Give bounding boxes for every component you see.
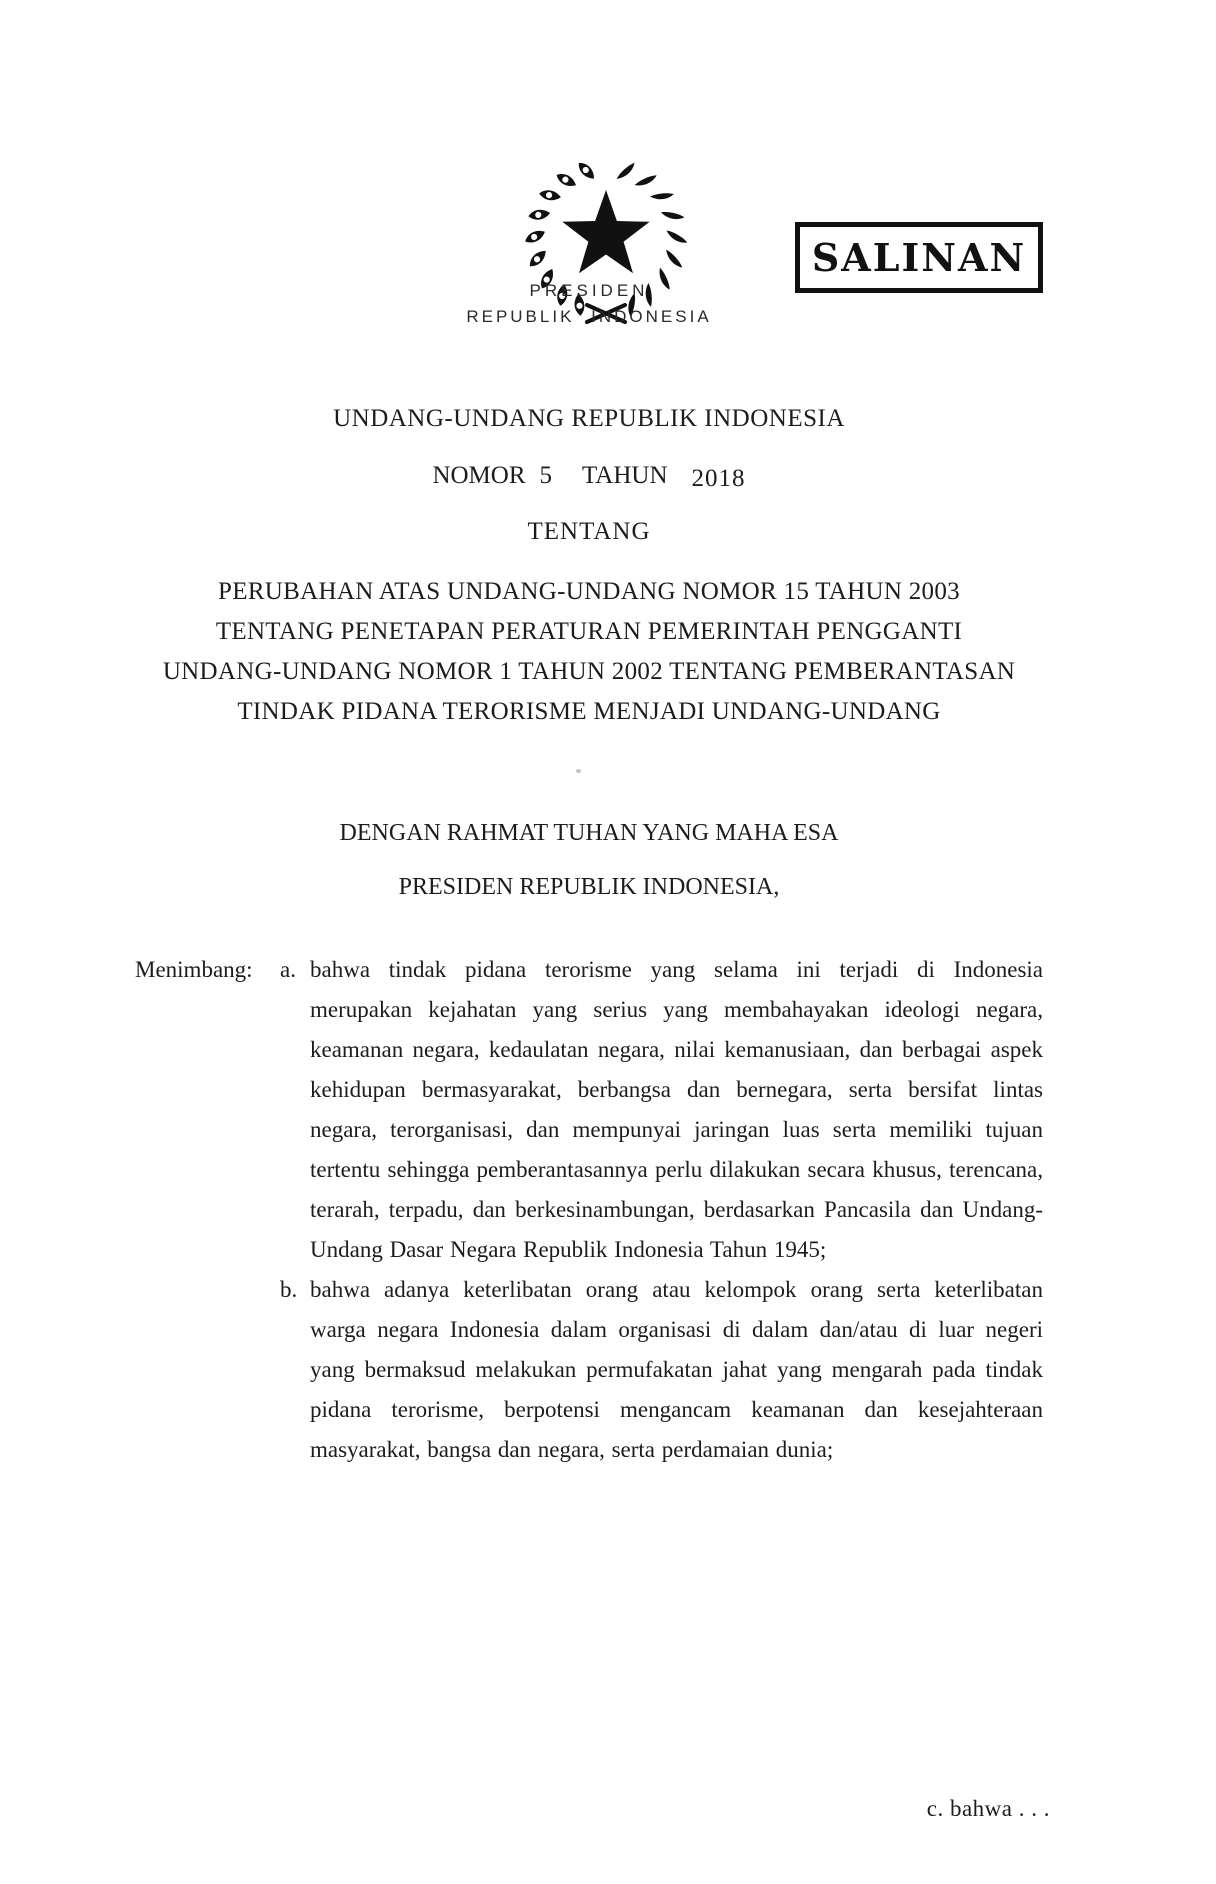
law-subject-title: [135, 572, 1043, 732]
item-marker-b: b.: [280, 1277, 298, 1302]
menimbang-label: Menimbang:: [135, 957, 253, 982]
considerations-list: [280, 950, 1043, 1470]
letterhead-presiden: PRESIDEN: [529, 281, 649, 300]
tahun-label: TAHUN: [582, 462, 668, 489]
law-heading: UNDANG-UNDANG REPUBLIK INDONESIA: [333, 405, 845, 432]
consideration-item-a: [280, 950, 1043, 1270]
salinan-stamp-label: SALINAN: [811, 234, 1027, 280]
letterhead-republik-indonesia: REPUBLIK INDONESIA: [466, 307, 712, 326]
authority-line: PRESIDEN REPUBLIK INDONESIA,: [398, 874, 780, 900]
considerations-section: [135, 950, 1043, 1470]
item-marker-a: a.: [280, 957, 296, 982]
tentang-label: TENTANG: [527, 518, 651, 545]
law-number-line: [135, 460, 1043, 492]
subject-line-4: TINDAK PIDANA TERORISME MENJADI UNDANG-UNDANG: [237, 698, 941, 725]
subject-line-1: PERUBAHAN ATAS UNDANG-UNDANG NOMOR 15 TAHUN 2003: [218, 578, 960, 605]
item-text-b: bahwa adanya keterlibatan orang atau kelompok orang serta keterlibatan warga negara Indonesia dalam organisasi di dalam dan/atau di luar negeri yang bermaksud melakukan permufakatan jahat yang mengarah pada tindak pidana terorisme, berpotensi mengancam keamanan dan kesejahteraan masyarakat, bangsa dan negara, serta perdamaian dunia;: [310, 1277, 1043, 1462]
item-text-a: bahwa tindak pidana terorisme yang selama ini terjadi di Indonesia merupakan kejahatan yang serius yang membahayakan ideologi negara, keamanan negara, kedaulatan negara, nilai kemanusiaan, dan berbagai aspek kehidupan bermasyarakat, berbangsa dan bernegara, serta bersifat lintas negara, terorganisasi, dan mempunyai jaringan luas serta memiliki tujuan tertentu sehingga pemberantasannya perlu dilakukan secara khusus, terencana, terarah, terpadu, dan berkesinambungan, berdasarkan Pancasila dan Undang-Undang Dasar Negara Republik Indonesia Tahun 1945;: [310, 957, 1043, 1262]
catchword: c. bahwa . . .: [926, 1796, 1050, 1821]
subject-line-3: UNDANG-UNDANG NOMOR 1 TAHUN 2002 TENTANG PEMBERANTASAN: [162, 658, 1016, 685]
consideration-item-b: [280, 1270, 1043, 1470]
invocation-line: DENGAN RAHMAT TUHAN YANG MAHA ESA: [339, 820, 839, 846]
law-year: 2018: [691, 465, 746, 492]
scan-artifact: [576, 769, 581, 773]
letterhead: [135, 278, 1043, 330]
law-number: 5: [539, 462, 553, 489]
nomor-label: NOMOR: [432, 462, 526, 489]
subject-line-2: TENTANG PENETAPAN PERATURAN PEMERINTAH PENGGANTI: [215, 618, 963, 645]
